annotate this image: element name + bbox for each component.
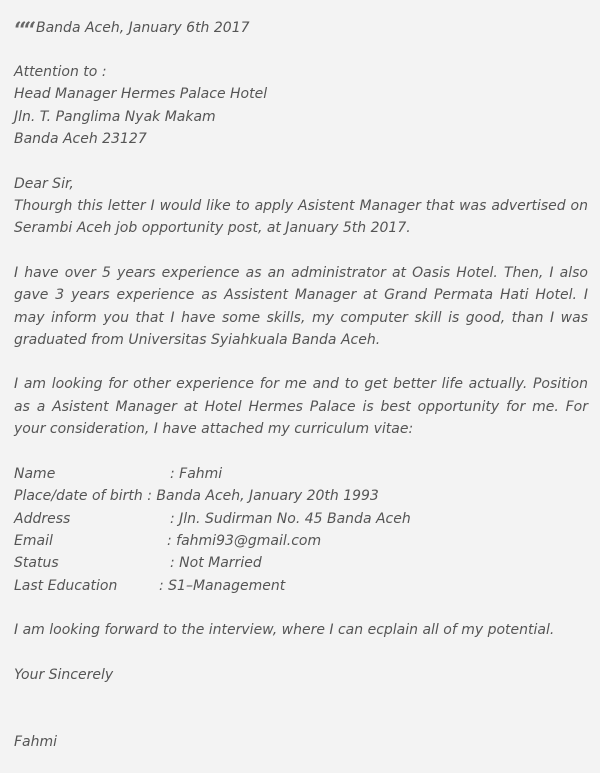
detail-value: : Not Married — [170, 555, 262, 572]
detail-row-birth — [14, 485, 588, 507]
detail-label: Place/date of birth — [14, 488, 143, 505]
paragraph-experience: I have over 5 years experience as an administrator at Oasis Hotel. Then, I also gave 3 years experience as Assistent Manager at Grand Permata Hati Hotel. I may inform you that I have some skills, my computer skill is good, than I was graduated from Universitas Syiahkuala Banda Aceh. — [14, 264, 588, 349]
complimentary-close: Your Sincerely — [14, 666, 114, 683]
detail-row-education — [14, 575, 588, 597]
signature-name: Fahmi — [14, 733, 58, 750]
recipient-block — [14, 61, 588, 151]
detail-row-status — [14, 552, 588, 574]
recipient-title: Head Manager Hermes Palace Hotel — [14, 86, 268, 103]
salutation: Dear Sir, — [14, 175, 74, 192]
closing-paragraph: I am looking forward to the interview, where I can ecplain all of my potential. — [14, 622, 555, 639]
attention-line: Attention to : — [14, 64, 107, 80]
detail-row-address — [14, 508, 588, 530]
paragraph-motivation: I am looking for other experience for me and to get better life actually. Position as a Asistent Manager at Hotel Hermes Palace is best opportunity for me. For your consideration, I have attached my curriculum vitae: — [14, 376, 588, 438]
place-date: Banda Aceh, January 6th 2017 — [36, 19, 250, 36]
place-date-line — [14, 17, 588, 44]
detail-value: : Fahmi — [170, 465, 223, 482]
detail-label: Status — [14, 555, 59, 572]
applicant-details — [14, 463, 588, 597]
detail-row-name — [14, 463, 588, 485]
detail-label: Address — [14, 510, 71, 527]
detail-label: Name — [14, 465, 56, 482]
detail-label: Email — [14, 532, 53, 549]
detail-value: : Jln. Sudirman No. 45 Banda Aceh — [170, 510, 411, 527]
detail-value: : fahmi93@gmail.com — [167, 532, 322, 549]
detail-value: : S1–Management — [159, 577, 286, 594]
recipient-street: Jln. T. Panglima Nyak Makam — [14, 108, 216, 125]
recipient-city: Banda Aceh 23127 — [14, 131, 147, 148]
quote-icon: ““ — [14, 18, 34, 44]
paragraph-intro: Thourgh this letter I would like to apply Asistent Manager that was advertised on Serambi Aceh job opportunity post, at January 5th 2017. — [14, 198, 588, 237]
detail-value: : Banda Aceh, January 20th 1993 — [147, 488, 379, 505]
detail-label: Last Education — [14, 577, 118, 594]
detail-row-email — [14, 530, 588, 552]
